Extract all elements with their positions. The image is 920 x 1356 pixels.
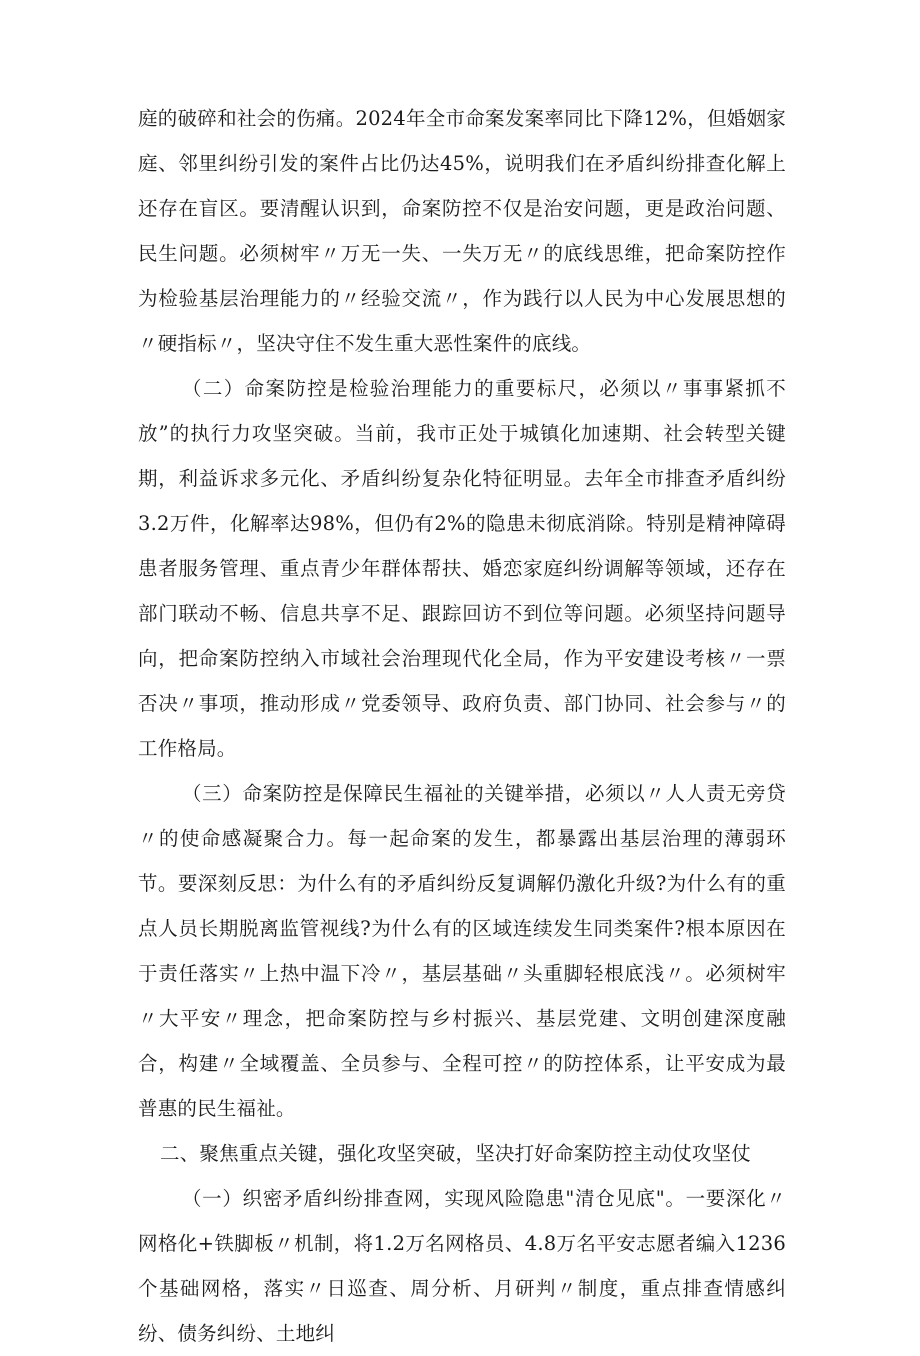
- paragraph-continuation: 庭的破碎和社会的伤痛。2024年全市命案发案率同比下降12%，但婚姻家庭、邻里纠纷引发的案件占比仍达45%，说明我们在矛盾纠纷排查化解上还存在盲区。要清醒认识到，命案防控不仅是治安问题，更是政治问题、民生问题。必须树牢〃万无一失、一失万无〃的底线思维，把命案防控作为检验基层治理能力的〃经验交流〃，作为践行以人民为中心发展思想的〃硬指标〃，坚决守住不发生重大恶性案件的底线。: [138, 107, 786, 355]
- paragraph-subsection-1: （一）织密矛盾纠纷排查网，实现风险隐患"清仓见底"。一要深化〃网格化+铁脚板〃机制，将1.2万名网格员、4.8万名平安志愿者编入1236个基础网格，落实〃日巡查、周分析、月研判〃制度，重点排查情感纠纷、债务纠纷、土地纠: [138, 1187, 786, 1345]
- section-heading-2: 二、聚焦重点关键，强化攻坚突破，坚决打好命案防控主动仗攻坚仗: [160, 1142, 752, 1165]
- paragraph-section-2: （二）命案防控是检验治理能力的重要标尺，必须以〃事事紧抓不放”的执行力攻坚突破。当前，我市正处于城镇化加速期、社会转型关键期，利益诉求多元化、矛盾纠纷复杂化特征明显。去年全市排查矛盾纠纷3.2万件，化解率达98%，但仍有2%的隐患未彻底消除。特别是精神障碍患者服务管理、重点青少年群体帮扶、婚恋家庭纠纷调解等领域，还存在部门联动不畅、信息共享不足、跟踪回访不到位等问题。必须坚持问题导向，把命案防控纳入市域社会治理现代化全局，作为平安建设考核〃一票否决〃事项，推动形成〃党委领导、政府负责、部门协同、社会参与〃的工作格局。: [138, 377, 786, 760]
- document-body: [138, 96, 786, 1356]
- paragraph-section-3: （三）命案防控是保障民生福祉的关键举措，必须以〃人人责无旁贷〃的使命感凝聚合力。每一起命案的发生，都暴露出基层治理的薄弱环节。要深刻反思：为什么有的矛盾纠纷反复调解仍激化升级?为什么有的重点人员长期脱离监管视线?为什么有的区域连续发生同类案件?根本原因在于责任落实〃上热中温下冷〃，基层基础〃头重脚轻根底浅〃。必须树牢〃大平安〃理念，把命案防控与乡村振兴、基层党建、文明创建深度融合，构建〃全域覆盖、全员参与、全程可控〃的防控体系，让平安成为最普惠的民生福祉。: [138, 782, 786, 1120]
